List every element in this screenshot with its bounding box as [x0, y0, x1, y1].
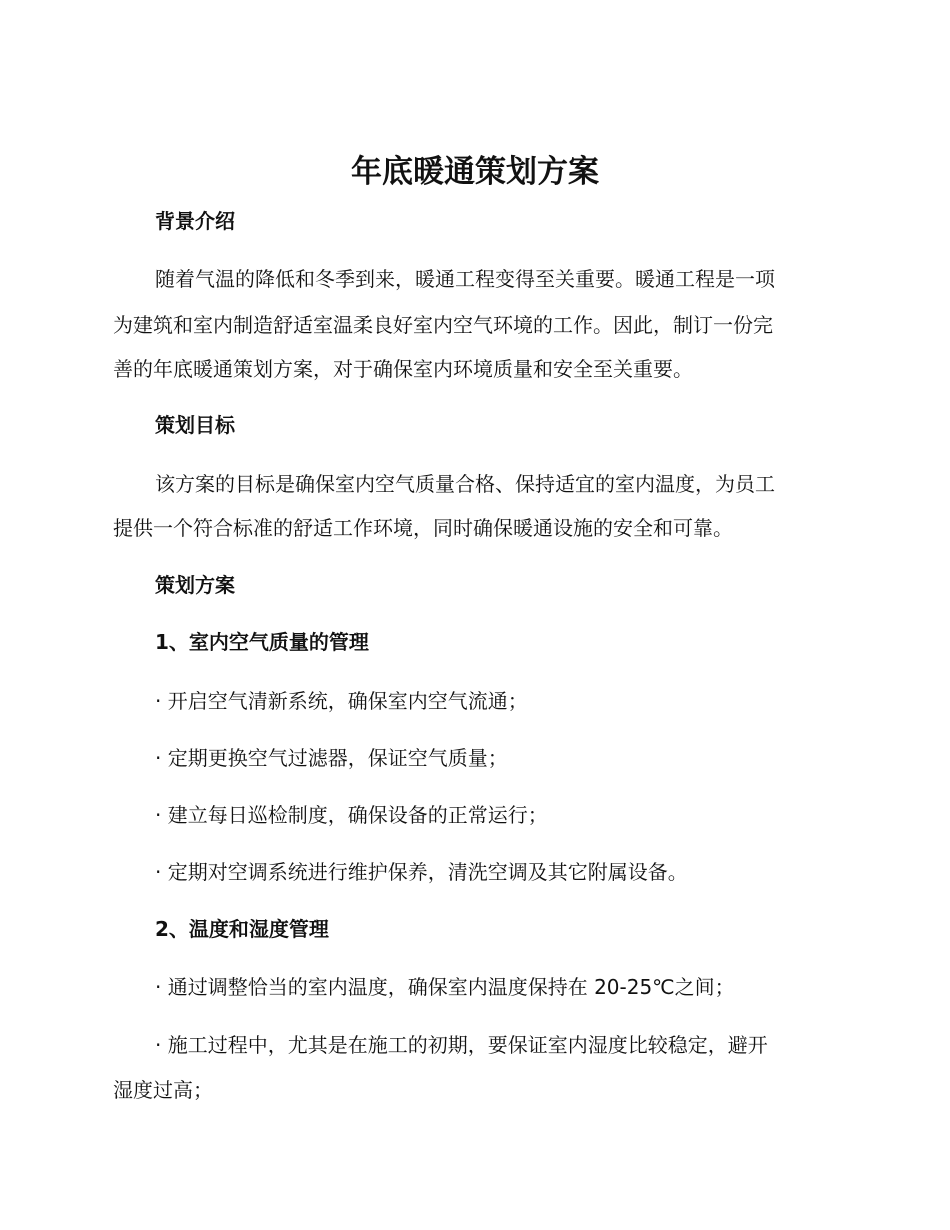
paragraph-line: 该方案的目标是确保室内空气质量合格、保持适宜的室内温度，为员工	[155, 472, 775, 496]
list-item-continuation: 湿度过高；	[113, 1078, 213, 1102]
list-item: · 建立每日巡检制度，确保设备的正常运行；	[155, 803, 548, 827]
list-item: · 施工过程中，尤其是在施工的初期，要保证室内湿度比较稳定，避开	[155, 1033, 768, 1057]
list-item: · 开启空气清新系统，确保室内空气流通；	[155, 689, 528, 713]
subsection-heading-air-quality: 1、室内空气质量的管理	[155, 630, 369, 654]
list-item: · 定期对空调系统进行维护保养，清洗空调及其它附属设备。	[155, 860, 688, 884]
paragraph-line: 提供一个符合标准的舒适工作环境，同时确保暖通设施的安全和可靠。	[113, 516, 733, 540]
document-title: 年底暖通策划方案	[351, 154, 599, 190]
section-heading-background: 背景介绍	[155, 209, 235, 233]
section-heading-goal: 策划目标	[155, 413, 235, 437]
paragraph-line: 为建筑和室内制造舒适室温柔良好室内空气环境的工作。因此，制订一份完	[113, 313, 773, 337]
subsection-heading-temperature-humidity: 2、温度和湿度管理	[155, 917, 329, 941]
paragraph-line: 善的年底暖通策划方案，对于确保室内环境质量和安全至关重要。	[113, 357, 693, 381]
paragraph-line: 随着气温的降低和冬季到来，暖通工程变得至关重要。暖通工程是一项	[155, 267, 775, 291]
list-item: · 定期更换空气过滤器，保证空气质量；	[155, 746, 508, 770]
section-heading-plan: 策划方案	[155, 573, 235, 597]
list-item: · 通过调整恰当的室内温度，确保室内温度保持在 20-25℃之间；	[155, 975, 735, 999]
